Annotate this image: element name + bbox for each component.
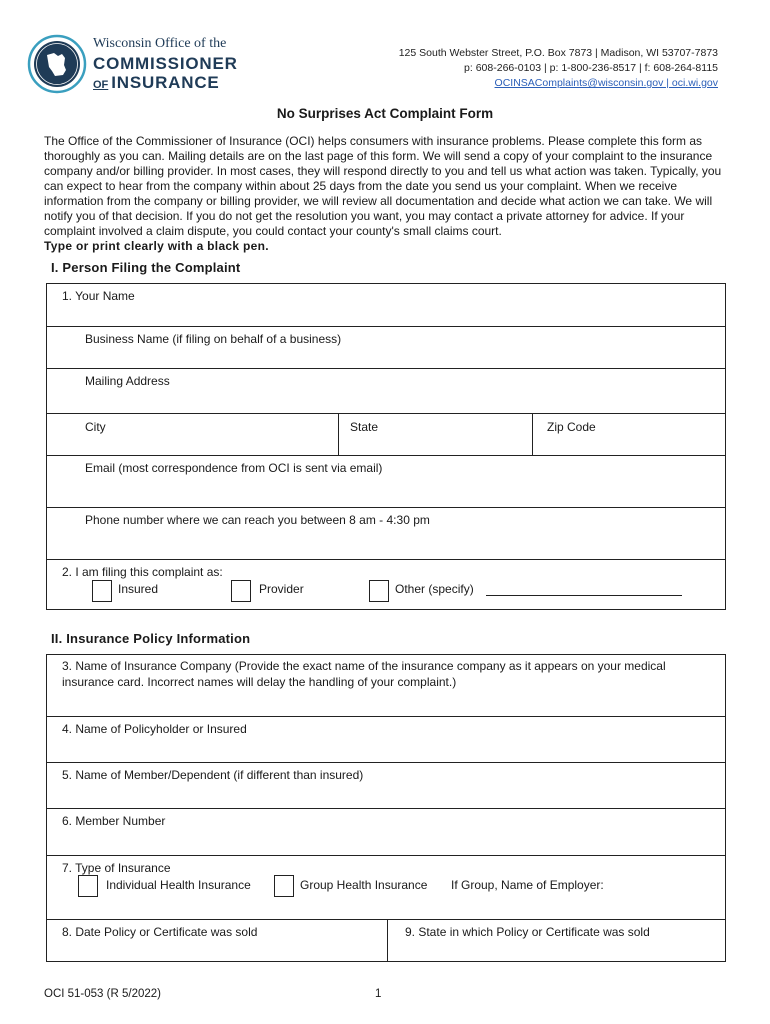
group-health-checkbox[interactable] <box>274 875 294 897</box>
insured-label: Insured <box>118 582 159 596</box>
col-divider <box>338 413 339 455</box>
row-divider <box>46 455 726 456</box>
contact-links[interactable]: OCINSAComplaints@wisconsin.gov | oci.wi.gov <box>494 77 718 89</box>
org-line-1: Wisconsin Office of the <box>93 36 227 51</box>
form-title: No Surprises Act Complaint Form <box>276 106 494 121</box>
row-divider <box>46 326 726 327</box>
phone-field[interactable]: Phone number where we can reach you between 8 am - 4:30 pm <box>85 513 430 527</box>
individual-health-checkbox[interactable] <box>78 875 98 897</box>
employer-name-field[interactable]: If Group, Name of Employer: <box>451 878 604 892</box>
row-divider <box>46 762 726 763</box>
page-number: 1 <box>375 988 382 1000</box>
state-field[interactable]: State <box>350 420 379 434</box>
row-divider <box>46 919 726 920</box>
row-divider <box>46 507 726 508</box>
insured-checkbox[interactable] <box>92 580 112 602</box>
filing-as-label: 2. I am filing this complaint as: <box>62 565 223 579</box>
section-1-heading: I. Person Filing the Complaint <box>51 260 241 275</box>
form-number: OCI 51-053 (R 5/2022) <box>44 988 161 1000</box>
insurance-company-field[interactable]: 3. Name of Insurance Company (Provide the exact name of the insurance company as it appears on your medical insurance card. Incorrect names will delay the handling of your complaint.) <box>62 659 666 689</box>
row-divider <box>46 716 726 717</box>
intro-instruction: Type or print clearly with a black pen. <box>44 239 269 253</box>
address: 125 South Webster Street, P.O. Box 7873 | Madison, WI 53707-7873 <box>398 47 718 59</box>
mailing-address-field[interactable]: Mailing Address <box>85 374 170 388</box>
city-field[interactable]: City <box>85 420 106 434</box>
row-divider <box>46 559 726 560</box>
org-line-3 <box>93 74 238 91</box>
org-insurance: INSURANCE <box>111 73 220 92</box>
row-divider <box>46 855 726 856</box>
row-divider <box>46 368 726 369</box>
other-specify-input[interactable] <box>486 595 682 596</box>
email-field[interactable]: Email (most correspondence from OCI is sent via email) <box>85 461 383 475</box>
other-label: Other (specify) <box>395 582 474 596</box>
business-name-field[interactable]: Business Name (if filing on behalf of a business) <box>85 332 342 346</box>
row-divider <box>46 413 726 414</box>
individual-health-label: Individual Health Insurance <box>106 878 251 892</box>
provider-label: Provider <box>259 582 304 596</box>
policyholder-field[interactable]: 4. Name of Policyholder or Insured <box>62 722 247 736</box>
member-number-field[interactable]: 6. Member Number <box>62 814 166 828</box>
state-sold-field[interactable]: 9. State in which Policy or Certificate was sold <box>405 925 650 939</box>
type-of-insurance-label: 7. Type of Insurance <box>62 861 171 875</box>
phone-numbers: p: 608-266-0103 | p: 1-800-236-8517 | f: 608-264-8115 <box>464 62 718 74</box>
col-divider <box>387 919 388 962</box>
org-line-2: COMMISSIONER <box>93 54 238 73</box>
member-dependent-field[interactable]: 5. Name of Member/Dependent (if different than insured) <box>62 768 364 782</box>
provider-checkbox[interactable] <box>231 580 251 602</box>
org-of: OF <box>93 79 109 91</box>
contact-block <box>399 46 718 91</box>
your-name-field[interactable]: 1. Your Name <box>62 289 135 303</box>
zip-code-field[interactable]: Zip Code <box>547 420 596 434</box>
group-health-label: Group Health Insurance <box>300 878 428 892</box>
other-checkbox[interactable] <box>369 580 389 602</box>
intro-paragraph <box>44 134 734 254</box>
intro-text: The Office of the Commissioner of Insurance (OCI) helps consumers with insurance problems. Please complete this form as thoroughly as you can. Mailing details are on the last page of this form. We will send a copy of your complaint to the insurance company and/or billing provider. In most cases, they will respond directly to you and tell us what action was taken. Typically, you can expect to hear from the company within about 25 days from the date you send us your complaint. When we receive information from the company or billing provider, we will review all documentation and decide what action we can take. We will notify you of that decision. If you do not get the resolution you want, you may contact a private attorney for advice. If your complaint involved a claim dispute, you could contact your county's small claims court. <box>44 134 722 238</box>
date-sold-field[interactable]: 8. Date Policy or Certificate was sold <box>62 925 258 939</box>
oci-logo <box>27 34 87 94</box>
section-2-heading: II. Insurance Policy Information <box>51 631 251 646</box>
col-divider <box>532 413 533 455</box>
org-name <box>93 37 238 91</box>
row-divider <box>46 808 726 809</box>
